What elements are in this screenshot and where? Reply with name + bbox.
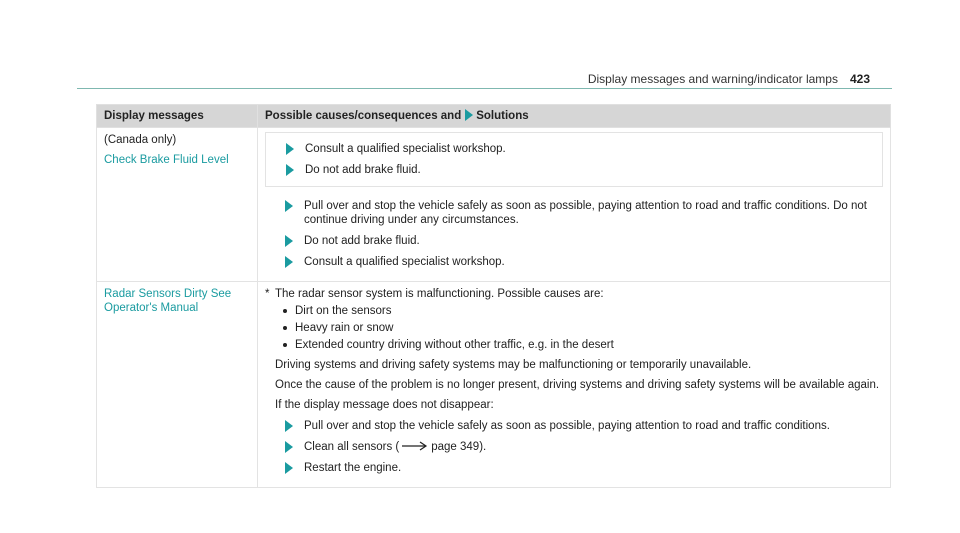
list-item: Dirt on the sensors (283, 304, 883, 318)
cause-intro (265, 287, 883, 301)
page-header (588, 72, 870, 86)
list-item: Heavy rain or snow (283, 321, 883, 335)
page-reference-arrow-icon[interactable] (401, 440, 429, 452)
footnote-star: * (265, 288, 270, 300)
display-messages-table (96, 104, 891, 488)
paragraph: If the display message does not disappear: (275, 399, 494, 411)
arrow-right-icon (286, 143, 294, 155)
intro-text: The radar sensor system is malfunctioning. Possible causes are: (275, 288, 604, 300)
header-divider (77, 88, 892, 89)
list-item (286, 163, 874, 177)
list-item (285, 419, 883, 433)
column-header-causes-solutions (258, 105, 891, 128)
column-header-display-messages (97, 105, 258, 128)
list-item (285, 255, 883, 269)
causes-list (283, 304, 883, 352)
paragraph: Driving systems and driving safety systems may be malfunctioning or temporarily unavailable. (275, 359, 752, 371)
message-cell (97, 128, 258, 282)
region-note: (Canada only) (104, 134, 177, 146)
section-title: Display messages and warning/indicator lamps (587, 72, 838, 86)
step-text: Do not add brake fluid. (304, 235, 420, 247)
step-text: Pull over and stop the vehicle safely as soon as possible, paying attention to road and traffic conditions. (304, 420, 830, 432)
table-header-row (97, 105, 891, 128)
arrow-right-icon (285, 420, 293, 432)
column-header-label: Display messages (104, 110, 204, 122)
step-text: Consult a qualified specialist workshop. (304, 256, 505, 268)
list-item (285, 199, 883, 227)
table-row (97, 128, 891, 282)
list-item (286, 142, 874, 156)
display-message-text: Radar Sensors Dirty See Operator's Manual (104, 288, 232, 314)
page-reference-link[interactable]: page 349). (431, 441, 487, 453)
arrow-right-icon (285, 235, 293, 247)
table-row (97, 282, 891, 488)
arrow-right-icon (465, 109, 473, 121)
step-text: Restart the engine. (304, 462, 402, 474)
list-item (285, 461, 883, 475)
solutions-cell (258, 282, 891, 488)
step-text (304, 440, 883, 454)
arrow-right-icon (286, 164, 294, 176)
step-text: Pull over and stop the vehicle safely as soon as possible, paying attention to road and traffic conditions. Do not continue driving under any circumstances. (304, 200, 867, 226)
column-header-label: Possible causes/consequences and (265, 110, 462, 122)
list-item (285, 234, 883, 248)
list-item: Extended country driving without other traffic, e.g. in the desert (283, 338, 883, 352)
step-text-prefix: Clean all sensors ( (304, 441, 400, 453)
column-header-label-suffix: Solutions (476, 110, 529, 122)
step-text: Consult a qualified specialist workshop. (305, 143, 506, 155)
list-item (285, 440, 883, 454)
arrow-right-icon (285, 441, 293, 453)
boxed-steps (265, 132, 883, 187)
paragraph: Once the cause of the problem is no longer present, driving systems and driving safety systems will be available again. (275, 379, 880, 391)
arrow-right-icon (285, 462, 293, 474)
message-cell (97, 282, 258, 488)
solutions-cell (258, 128, 891, 282)
page-number: 423 (849, 72, 870, 86)
step-text: Do not add brake fluid. (305, 164, 421, 176)
arrow-right-icon (285, 256, 293, 268)
arrow-right-icon (285, 200, 293, 212)
display-message-text: Check Brake Fluid Level (104, 154, 229, 166)
